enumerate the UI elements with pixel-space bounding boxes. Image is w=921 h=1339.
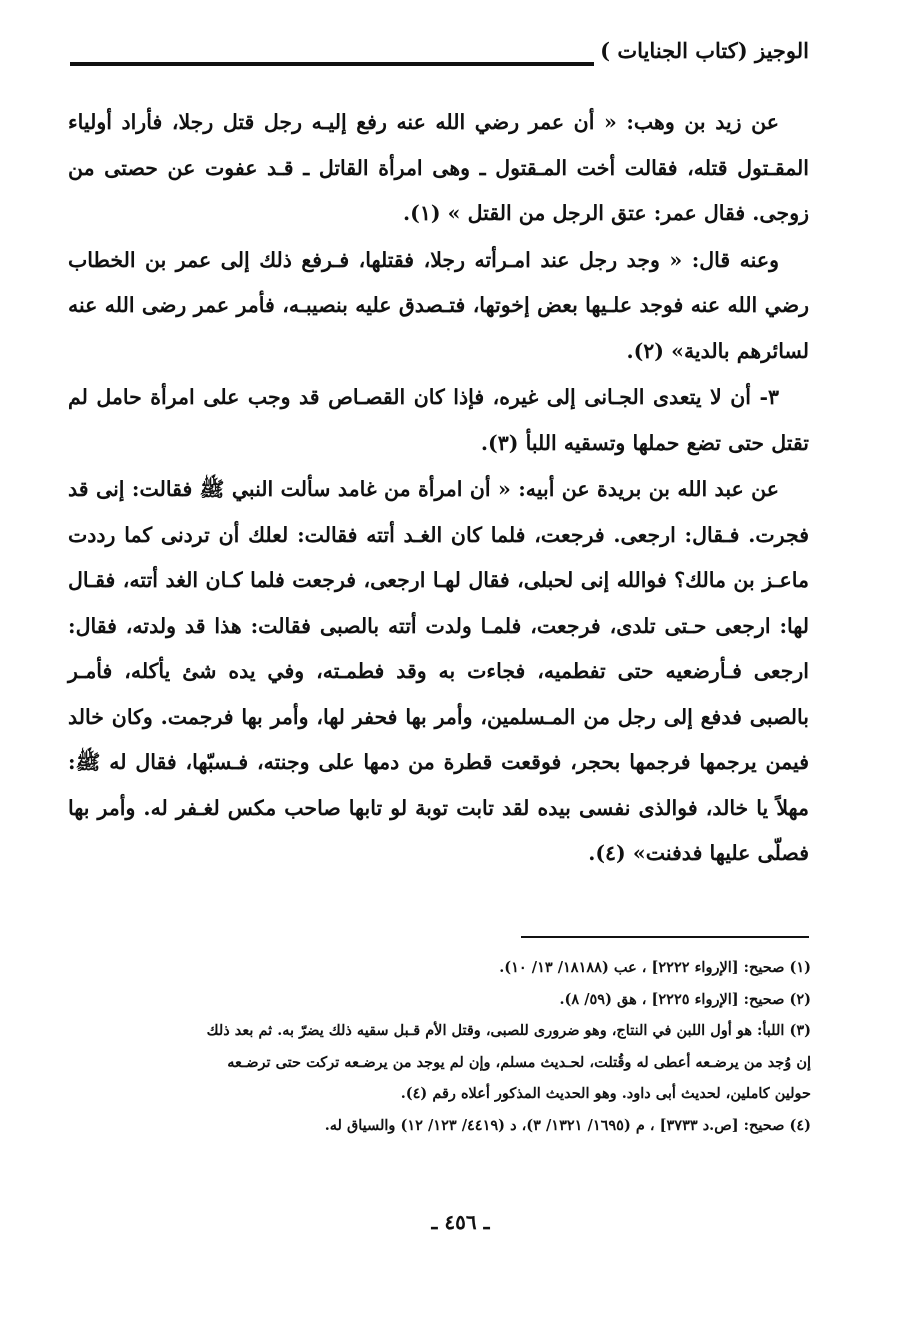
footnote-3-continued-2: حولين كاملين، لحديث أبى داود. وهو الحديث المذكور أعلاه رقم (٤).	[400, 1085, 811, 1102]
main-text	[68, 100, 809, 878]
footnote-3-continued: إن وُجد من يرضـعه أعطى له وقُتلت، لحـديث مسلم، وإن لم يوجد من يرضـعه تركت حتى ترضـعه	[227, 1053, 811, 1071]
paragraph-wajada-rajul: وعنه قال: « وجد رجل عند امـرأته رجلا، فقتلها، فـرفع ذلك إلى عمر بن الخطاب رضي الله عنه فوجد علـيها بعض إخوتها، فتـصدق عليه بنصيبـه، فأمر عمر رضى الله عنه لسائرهم بالدية» (٢).	[68, 247, 809, 363]
header-rule	[70, 62, 594, 66]
footnotes	[70, 952, 811, 1141]
paragraph-ghamidiyya-hadith: عن عبد الله بن بريدة عن أبيه: « أن امرأة من غامد سألت النبي ﷺ فقالت: إنى قد فجرت. فـقال: ارجعى. فرجعت، فلما كان الغـد أتته فقالت: لعلك أن تردنى كما رددت ماعـز بن مالك؟ فوالله إنى لحبلى، فقال لهـا ارجعى، فرجعت فلما كـان الغد أتته، فقـال لها: ارجعى حـتى تلدى، فرجعت، فلمـا ولدت أتته بالصبى فقالت: هذا قد ولدته، فقال: ارجعى فـأرضعيه حتى تفطميه، فجاءت به وقد فطمـته، وفي يده شئ يأكله، فأمـر بالصبى فدفع إلى رجل من المـسلمين، وأمر بها فحفر لها، وأمر بها فرجمت. وكان خالد فيمن يرجمها فرجمها بحجر، فوقعت قطرة من دمها على وجنته، فـسبّها، فقال له ﷺ: مهلاً يا خالد، فوالذى نفسى بيده لقد تابت توبة لو تابها صاحب مكس لغـفر له. وأمر بها فصلّى عليها فدفنت» (٤).	[68, 477, 809, 865]
running-header	[70, 38, 809, 78]
footnote-3: (٣) اللبأ: هو أول اللبن في النتاج، وهو ضرورى للصبى، وقتل الأم قـبل سقيه ذلك يضرّ به. ثم بعد ذلك	[206, 1022, 811, 1039]
paragraph-zaid-ibn-wahb: عن زيد بن وهب: « أن عمر رضي الله عنه رفع إليـه رجل قتل رجلا، فأراد أولياء المقـتول قتله، فقالت أخت المـقتول ـ وهى امرأة القاتل ـ قـد عفوت عن حصتى من زوجى. فقال عمر: عتق الرجل من القتل » (١).	[68, 110, 809, 225]
page-number: ـ ٤٥٦ ـ	[431, 1210, 490, 1234]
footnote-4: (٤) صحيح: [ص.د ٣٧٣٣] ، م (١٦٩٥/ ١٣٢١/ ٣)، د (٤٤١٩/ ١٢٣/ ١٢) والسياق له.	[324, 1116, 811, 1134]
header-title: الوجيز (كتاب الجنايات )	[594, 38, 809, 63]
footnote-separator	[521, 936, 809, 938]
paragraph-condition-3: ٣- أن لا يتعدى الجـانى إلى غيره، فإذا كان القصـاص قد وجب على امرأة حامل لم تقتل حتى تضع حملها وتسقيه اللبأ (٣).	[68, 385, 809, 455]
footnote-2: (٢) صحيح: [الإرواء ٢٢٢٥] ، هق (٥٩/ ٨).	[559, 990, 811, 1008]
footnote-1: (١) صحيح: [الإرواء ٢٢٢٢] ، عب (١٨١٨٨/ ١٣/ ١٠).	[499, 959, 811, 976]
